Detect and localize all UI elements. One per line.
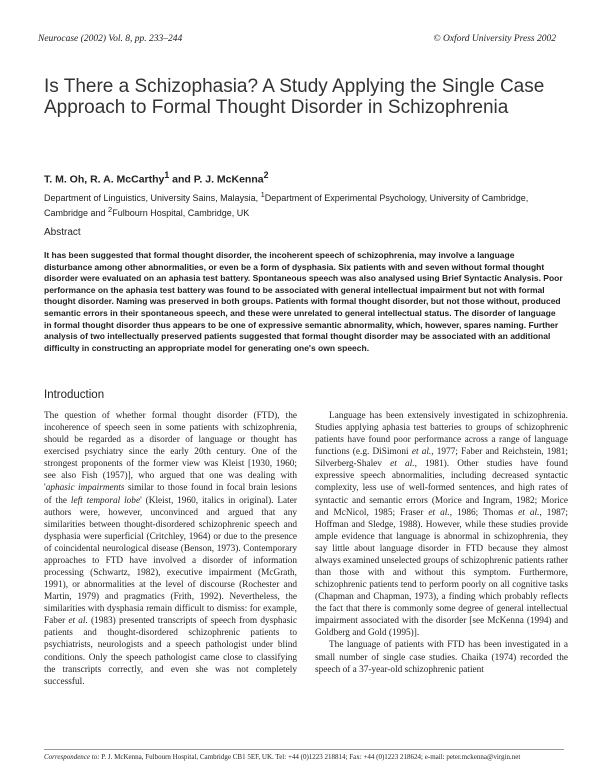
text-run: Language has been extensively investigated in schizophrenia. Studies applying aphasia test batteries to groups of schizophrenic patients have found poor performance across a range of language functions (e.g. DiSimoni bbox=[315, 411, 568, 458]
italic-run: et al. bbox=[518, 507, 540, 518]
footnote-label: Correspondence to: bbox=[44, 753, 100, 761]
italic-run: aphasic impairments bbox=[45, 483, 125, 494]
author-group-1: T. M. Oh, R. A. McCarthy bbox=[44, 173, 165, 186]
affiliations bbox=[44, 189, 564, 219]
affiliation-sup: 2 bbox=[108, 205, 113, 214]
italic-run: et al. bbox=[428, 507, 450, 518]
text-run: , 1977; Faber and Reichstein, 1981; Silverberg-Shalev bbox=[315, 447, 568, 470]
correspondence-footnote bbox=[44, 753, 564, 762]
author-sup-2: 2 bbox=[263, 170, 269, 180]
italic-run: et al. bbox=[68, 616, 88, 627]
paragraph: The language of patients with FTD has been investigated in a small number of single case studies. Chaika (1974) recorded the speech of a 37-year-old schizophrenic patient bbox=[315, 640, 568, 675]
copyright-notice: © Oxford University Press 2002 bbox=[433, 34, 556, 44]
body-column-left bbox=[44, 410, 297, 688]
author-list bbox=[44, 170, 268, 186]
text-run: The question of whether formal thought disorder (FTD), the incoherence of speech seen in some patients with schizophrenia, should be regarded as a disorder of language or thought has exercised psychiatry since the early 20th century. One of the strongest proponents of the former view was Kleist [1930, 1960; see also Fish (1957)], who argued that one was dealing with ' bbox=[44, 411, 297, 494]
text-run: similar to those found in focal brain lesions of the bbox=[44, 483, 297, 506]
footnote-text: P. J. McKenna, Fulbourn Hospital, Cambridge CB1 5EF, UK. Tel: +44 (0)1223 218814; Fax: +44 (0)1223 218624; e-mail: peter.mckenna@virgin.net bbox=[99, 753, 521, 761]
affiliation-part: Fulbourn Hospital, Cambridge, UK bbox=[112, 208, 250, 218]
author-and: and bbox=[169, 173, 194, 186]
text-run: , 1981). Other studies have found expressive speech abnormalities, including decreased syntactic complexity, less use of well-formed sentences, and high rates of syntactic and semantic errors (Morice and Ingram, 1982; Morice and McNicol, 1985; Fraser bbox=[315, 459, 568, 518]
text-run: , 1986; Thomas bbox=[449, 507, 519, 518]
paper-title: Is There a Schizophasia? A Study Applying the Single Case Approach to Formal Thought Disorder in Schizophrenia bbox=[44, 76, 545, 118]
introduction-heading: Introduction bbox=[44, 389, 105, 401]
text-run: ' (Kleist, 1960, italics in original). Later authors were, however, unconvinced and argued that any similarities between thought-disordered schizophrenic speech and dysphasia were superficial (Critchley, 1964) or due to the presence of coincidental neurological disease (Benson, 1973). Contemporary approaches to FTD have involved a disorder of information processing (Schwartz, 1982), executive impairment (McGrath, 1991), or abnormalities at the level of discourse (Rochester and Martin, 1979) and pragmatics (Frith, 1992). Nevertheless, the similarities with dysphasia remain difficult to dismiss: for example, Faber bbox=[44, 495, 297, 627]
paragraph bbox=[44, 410, 297, 688]
paragraph bbox=[315, 410, 568, 639]
text-run: (1983) presented transcripts of speech from dysphasic patients and thought-disordered schizophrenic patients to psychiatrists, neurologists and a speech pathologist under blind conditions. Only the speech pathologist came close to classifying the transcripts correctly, and even she was not completely successful. bbox=[44, 616, 297, 687]
body-column-right bbox=[315, 410, 568, 676]
italic-run: et al. bbox=[411, 447, 432, 458]
footnote-divider bbox=[44, 749, 564, 750]
affiliation-sup: 1 bbox=[260, 190, 265, 199]
journal-citation: Neurocase (2002) Vol. 8, pp. 233–244 bbox=[38, 34, 183, 44]
affiliation-part: Department of Experimental Psychology, University of Cambridge, Cambridge and bbox=[44, 193, 529, 218]
italic-run: et al. bbox=[390, 459, 415, 470]
abstract-text: It has been suggested that formal thought disorder, the incoherent speech of schizophrenia, may involve a language disturbance among other abnormalities, or even be a form of dysphasia. Six patients with and seven without formal thought disorder were evaluated on an aphasia test battery. Spontaneous speech was also analysed using Brief Syntactic Analysis. Poor performance on the aphasia test battery was found to be associated with general intellectual impairment but not with formal thought disorder. Naming was preserved in both groups. Patients with formal thought disorder, but not those without, produced semantic errors in their spontaneous speech, and these were unrelated to general intellectual status. The disorder of language in formal thought disorder thus appears to be one of expressive semantic abnormality, which, however, spares naming. Further analysis of two intellectually preserved patients suggested that formal thought disorder may be associated with an additional difficulty in constructing an appropriate model for generating one's own speech. bbox=[44, 250, 563, 353]
author-sup-1: 1 bbox=[164, 170, 170, 180]
affiliation-part: Department of Linguistics, University Sains, Malaysia, bbox=[44, 193, 261, 203]
italic-run: left temporal lobe bbox=[70, 495, 141, 506]
author-group-2: P. J. McKenna bbox=[193, 173, 264, 186]
text-run: , 1987; Hoffman and Sledge, 1988). However, while these studies provide ample evidence that language is abnormal in schizophrenia, they say little about language disorder in FTD because they almost always examined unselected groups of schizophrenic patients rather than those with and without this symptom. Furthermore, schizophrenic patients tend to perform poorly on all cognitive tasks (Chapman and Chapman, 1973), a finding which probably reflects the fact that there is commonly some degree of general intellectual impairment associated with the disorder [see McKenna (1994) and Goldberg and Gold (1995)]. bbox=[315, 507, 568, 639]
abstract-heading: Abstract bbox=[44, 227, 81, 238]
